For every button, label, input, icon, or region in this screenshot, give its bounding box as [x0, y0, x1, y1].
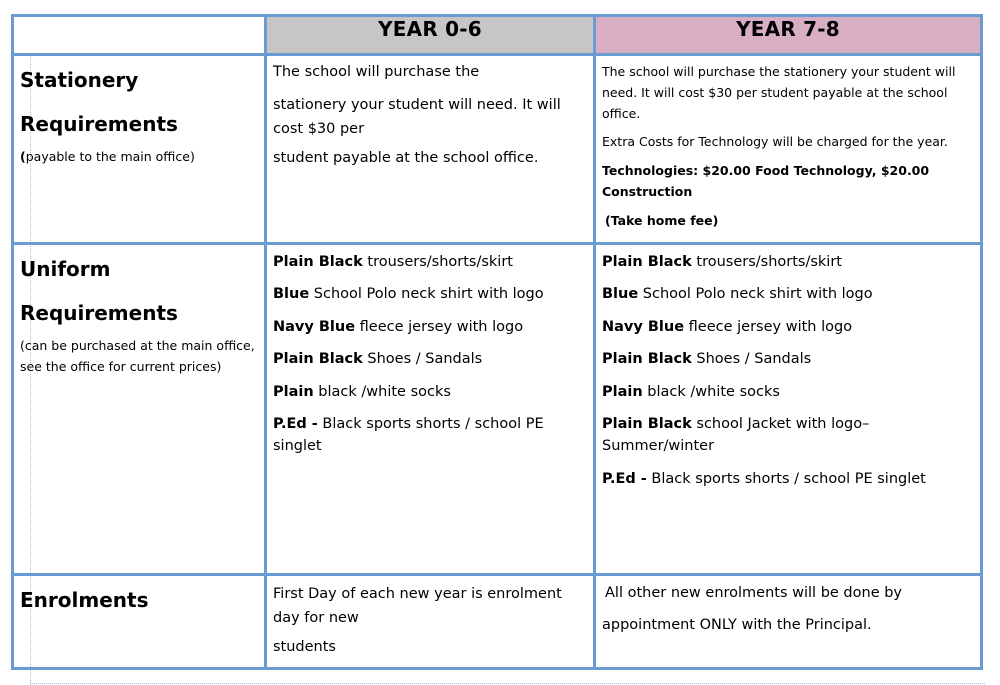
- uniform-item: [602, 283, 974, 305]
- header-row: [13, 16, 982, 55]
- uniform-item: [602, 251, 974, 273]
- stationery-year-7-8-cell: [595, 55, 982, 243]
- enrolments-year-7-8-cell: [595, 574, 982, 668]
- uniform-item-text: school Jacket with logo– Summer/winter: [602, 416, 870, 455]
- enrolments-y06-line1: First Day of each new year is enrolment day for new: [273, 585, 562, 626]
- header-year-7-8-label: YEAR 7-8: [736, 17, 840, 41]
- stationery-y78-line2: Extra Costs for Technology will be charged for the year.: [602, 134, 948, 150]
- uniform-item-text: black /white socks: [313, 383, 451, 400]
- stationery-y78-line4: (Take home fee): [605, 213, 719, 229]
- header-year-0-6-label: YEAR 0-6: [378, 17, 482, 41]
- uniform-item-text: Black sports shorts / school PE singlet: [646, 470, 926, 487]
- uniform-item: [602, 413, 974, 457]
- uniform-item: [602, 381, 974, 403]
- uniform-item: [273, 316, 587, 338]
- stationery-year-0-6-cell: [266, 55, 595, 243]
- uniform-note: (can be purchased at the main office, see the office for current prices): [20, 337, 255, 374]
- uniform-item-bold: Navy Blue: [273, 318, 356, 335]
- uniform-item: [273, 251, 587, 273]
- enrolments-y78-line2: appointment ONLY with the Principal.: [602, 616, 872, 633]
- uniform-item-bold: Plain Black: [273, 253, 363, 270]
- enrolments-label-cell: [13, 574, 266, 668]
- stationery-y06-line1: The school will purchase the: [273, 64, 480, 81]
- uniform-item: [602, 348, 974, 370]
- stationery-row: [13, 55, 982, 243]
- uniform-item-bold: Plain: [602, 383, 643, 400]
- enrolments-year-0-6-cell: [266, 574, 595, 668]
- uniform-item-bold: Plain Black: [602, 416, 692, 433]
- uniform-item-bold: P.Ed -: [273, 416, 318, 433]
- uniform-item-bold: Plain Black: [602, 351, 692, 368]
- enrolments-y78-line1: All other new enrolments will be done by: [605, 584, 903, 601]
- enrolments-y06-line2: students: [273, 638, 336, 655]
- uniform-item-text: trousers/shorts/skirt: [691, 253, 842, 270]
- uniform-item-text: Black sports shorts / school PE singlet: [273, 416, 544, 455]
- uniform-year-7-8-cell: [595, 243, 982, 574]
- enrolments-row: [13, 574, 982, 668]
- uniform-item-text: black /white socks: [642, 383, 780, 400]
- uniform-year-0-6-cell: [266, 243, 595, 574]
- uniform-item-bold: Plain Black: [602, 253, 692, 270]
- uniform-title-line2: Requirements: [20, 300, 178, 325]
- header-year-0-6: [266, 16, 595, 55]
- uniform-item-text: fleece jersey with logo: [355, 318, 524, 335]
- uniform-item: [602, 468, 974, 490]
- uniform-item-bold: Blue: [273, 286, 310, 303]
- uniform-item: [273, 413, 587, 457]
- uniform-item-bold: P.Ed -: [602, 470, 647, 487]
- stationery-y78-line1: The school will purchase the stationery your student will need. It will cost $30 per student payable at the school office.: [602, 64, 956, 122]
- header-blank-cell: [13, 16, 266, 55]
- uniform-row: [13, 243, 982, 574]
- uniform-item: [273, 348, 587, 370]
- stationery-note: (payable to the main office): [20, 149, 195, 165]
- uniform-item-text: trousers/shorts/skirt: [362, 253, 513, 270]
- header-year-7-8: [595, 16, 982, 55]
- uniform-label-cell: [13, 243, 266, 574]
- stationery-title-line2: Requirements: [20, 112, 178, 137]
- uniform-item: [273, 381, 587, 403]
- uniform-item: [602, 316, 974, 338]
- enrolments-title: Enrolments: [20, 587, 149, 612]
- uniform-item-bold: Plain Black: [273, 351, 363, 368]
- uniform-item-text: Shoes / Sandals: [691, 351, 812, 368]
- stationery-y06-line2: stationery your student will need. It will cost $30 per: [273, 97, 561, 138]
- guide-line-bottom: [30, 683, 985, 684]
- uniform-item-text: fleece jersey with logo: [684, 318, 853, 335]
- uniform-item-bold: Plain: [273, 383, 314, 400]
- uniform-title-line1: Uniform: [20, 256, 111, 281]
- uniform-item-bold: Blue: [602, 286, 639, 303]
- uniform-item-text: School Polo neck shirt with logo: [638, 286, 873, 303]
- uniform-item-text: School Polo neck shirt with logo: [309, 286, 544, 303]
- uniform-item-bold: Navy Blue: [602, 318, 685, 335]
- stationery-label-cell: [13, 55, 266, 243]
- uniform-item: [273, 283, 587, 305]
- stationery-y78-line3: Technologies: $20.00 Food Technology, $20.00 Construction: [602, 163, 930, 200]
- uniform-item-text: Shoes / Sandals: [362, 351, 483, 368]
- stationery-y06-line3: student payable at the school office.: [273, 150, 539, 167]
- stationery-title-line1: Stationery: [20, 68, 139, 93]
- requirements-table: [11, 14, 983, 670]
